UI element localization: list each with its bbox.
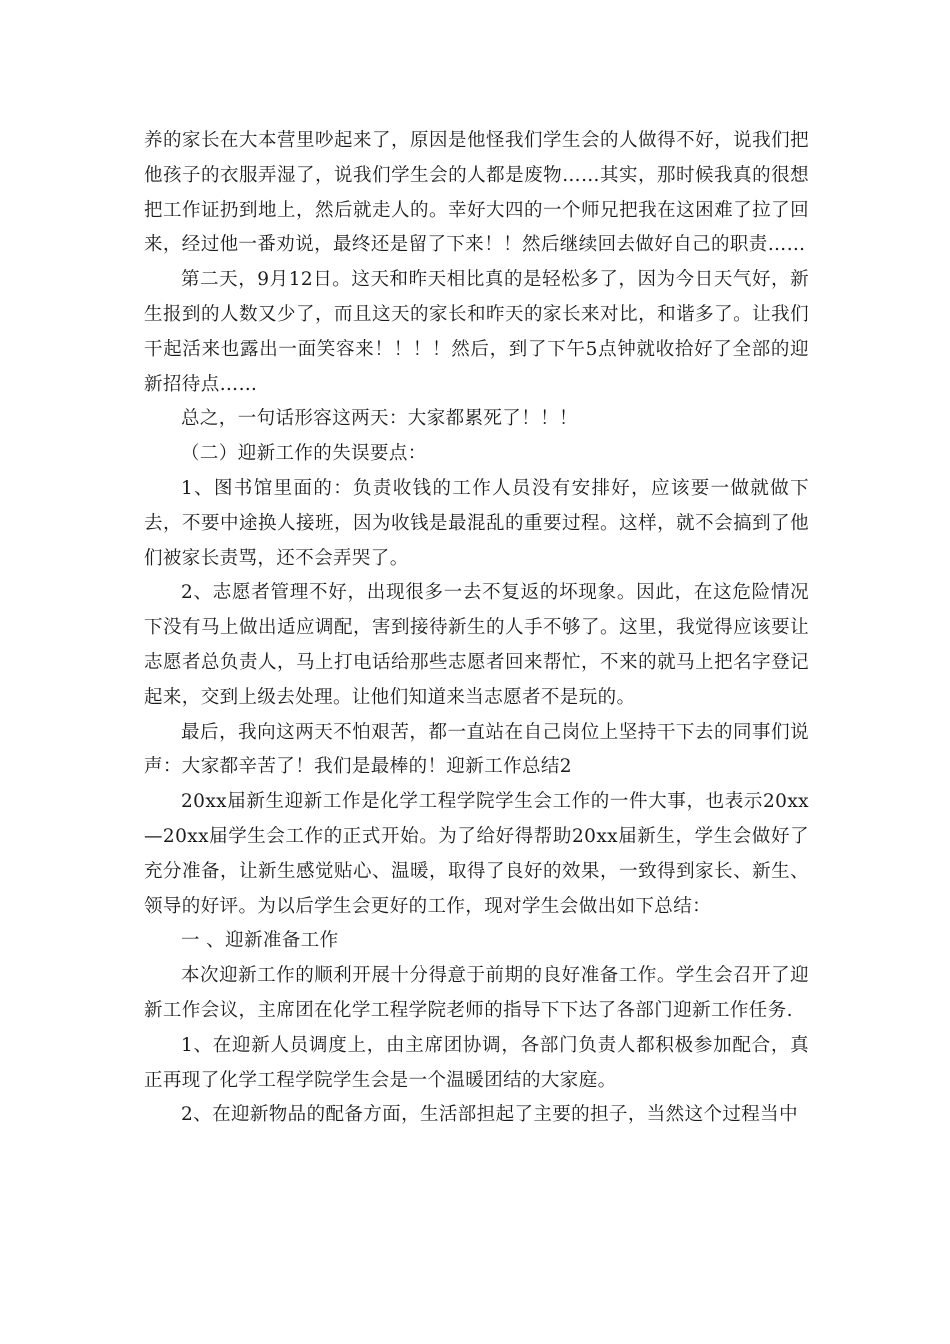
paragraph-closing: 最后，我向这两天不怕艰苦，都一直站在自己岗位上坚持干下去的同事们说声：大家都辛苦了！我们是最棒的！迎新工作总结2 — [144, 721, 809, 778]
paragraph-preparation: 本次迎新工作的顺利开展十分得意于前期的良好准备工作。学生会召开了迎新工作会议，主席团在化学工程学院老师的指导下下达了各部门迎新工作任务. — [144, 965, 809, 1021]
section-heading-mistakes: （二）迎新工作的失误要点： — [181, 443, 427, 465]
paragraph-continuation: 养的家长在大本营里吵起来了，原因是他怪我们学生会的人做得不好，说我们把他孩子的衣服弄湿了，说我们学生会的人都是废物……其实，那时候我真的很想把工作证扔到地上，然后就走人的。幸好大四的一个师兄把我在这困难了拉了回来，经过他一番劝说，最终还是留了下来！！然后继续回去做好自己的职责…… — [144, 130, 809, 256]
paragraph-second-day: 第二天，9月12日。这天和昨天相比真的是轻松多了，因为今日天气好，新生报到的人数又少了，而且这天的家长和昨天的家长来对比，和谐多了。让我们干起活来也露出一面笑容来！！！！然后，到了下午5点钟就收拾好了全部的迎新招待点…… — [144, 269, 809, 395]
document-body — [144, 124, 809, 1133]
paragraph-mistake-1: 1、图书馆里面的：负责收钱的工作人员没有安排好，应该要一做就做下去，不要中途换人接班，因为收钱是最混乱的重要过程。这样，就不会搞到了他们被家长责骂，还不会弄哭了。 — [144, 477, 809, 569]
paragraph-mistake-2: 2、志愿者管理不好，出现很多一去不复返的坏现象。因此，在这危险情况下没有马上做出适应调配，害到接待新生的人手不够了。这里，我觉得应该要让志愿者总负责人，马上打电话给那些志愿者回来帮忙，不来的就马上把名字登记起来，交到上级去处理。让他们知道来当志愿者不是玩的。 — [144, 582, 809, 708]
paragraph-summary-2-intro: 20xx届新生迎新工作是化学工程学院学生会工作的一件大事，也表示20xx—20xx届学生会工作的正式开始。为了给好得帮助20xx届新生，学生会做好了充分准备，让新生感觉贴心、温暖，取得了良好的效果，一致得到家长、新生、领导的好评。为以后学生会更好的工作，现对学生会做出如下总结： — [144, 791, 809, 917]
paragraph-summary: 总之，一句话形容这两天：大家都累死了！！！ — [181, 408, 578, 430]
paragraph-prep-item-2: 2、在迎新物品的配备方面，生活部担起了主要的担子，当然这个过程当中 — [181, 1104, 798, 1126]
section-heading-preparation: 一 、迎新准备工作 — [181, 930, 339, 952]
paragraph-prep-item-1: 1、在迎新人员调度上，由主席团协调，各部门负责人都积极参加配合，真正再现了化学工程学院学生会是一个温暖团结的大家庭。 — [144, 1034, 809, 1091]
